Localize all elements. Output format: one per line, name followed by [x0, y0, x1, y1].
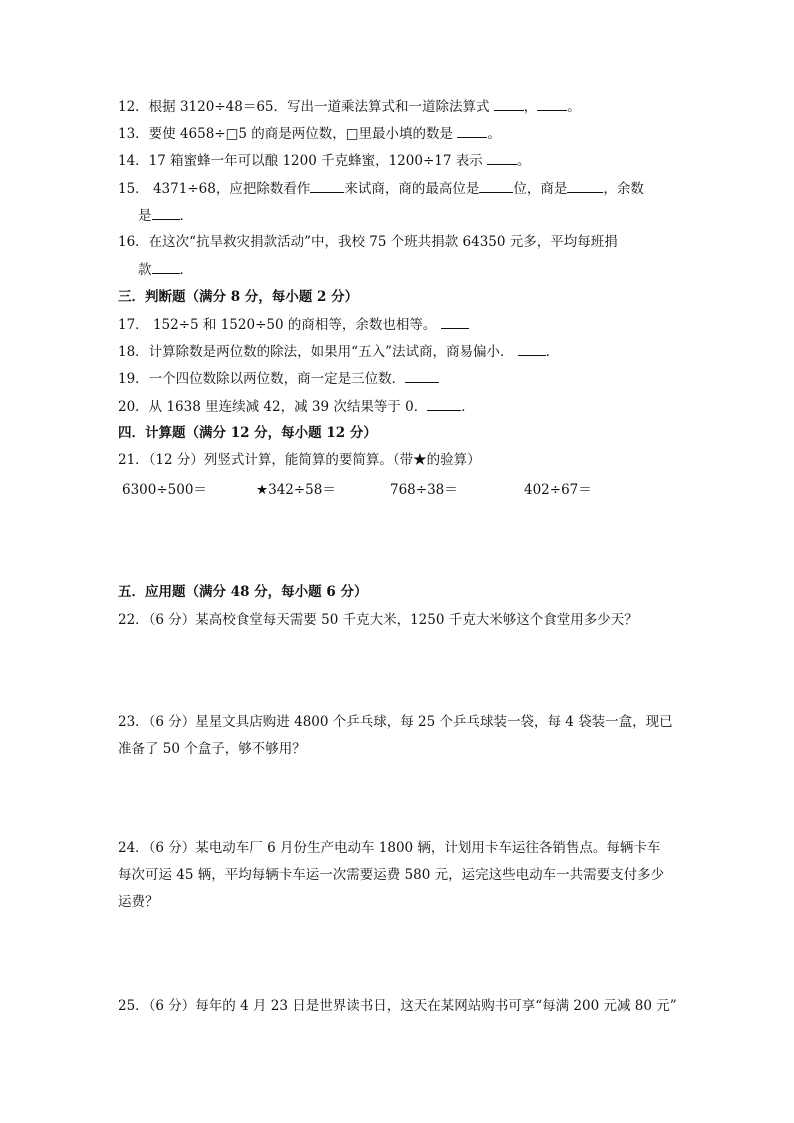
question-25: 25．（6 分）每年的 4 月 23 日是世界读书日，这天在某网站购书可享“每满 200 元减 80 元” [118, 998, 677, 1014]
question-16-cont: 款 ． [138, 259, 193, 280]
question-12: 12．根据 3120÷48＝65．写出一道乘法算式和一道除法算式 ， 。 [118, 96, 581, 117]
answer-blank[interactable] [405, 368, 439, 383]
question-23: 23．（6 分）星星文具店购进 4800 个乒乓球，每 25 个乒乓球装一袋，每 4 袋装一盒，现已 [118, 714, 673, 730]
answer-blank[interactable] [152, 205, 180, 220]
answer-blank[interactable] [487, 150, 517, 165]
question-19: 19．一个四位数除以两位数，商一定是三位数． [118, 368, 439, 389]
question-23-cont: 准备了 50 个盒子，够不够用？ [118, 741, 306, 757]
answer-blank[interactable] [518, 341, 546, 356]
question-14: 14．17 箱蜜蜂一年可以酿 1200 千克蜂蜜，1200÷17 表示 。 [118, 150, 531, 171]
answer-blank[interactable] [441, 314, 469, 329]
section-heading-application: 五．应用题（满分 48 分，每小题 6 分） [118, 584, 368, 600]
section-heading-calculation: 四．计算题（满分 12 分，每小题 12 分） [118, 425, 377, 441]
question-21: 21．（12 分）列竖式计算，能简算的要简算。（带★的验算） [118, 452, 481, 468]
question-15: 15． 4371÷68，应把除数看作 来试商，商的最高位是 位，商是 ，余数 [118, 178, 644, 199]
question-15-cont: 是 ． [138, 205, 193, 226]
answer-blank[interactable] [310, 178, 344, 193]
answer-blank[interactable] [494, 96, 524, 111]
answer-blank[interactable] [537, 96, 567, 111]
section-heading-judgement: 三．判断题（满分 8 分，每小题 2 分） [118, 289, 359, 305]
answer-blank[interactable] [427, 396, 461, 411]
question-24-cont: 运费？ [118, 894, 159, 910]
question-24: 24．（6 分）某电动车厂 6 月份生产电动车 1800 辆，计划用卡车运往各销售点。每辆卡车 [118, 840, 661, 856]
answer-blank[interactable] [479, 178, 513, 193]
answer-blank[interactable] [152, 259, 180, 274]
question-18: 18．计算除数是两位数的除法，如果用“五入”法试商，商易偏小． ． [118, 341, 559, 362]
calc-problem: 768÷38＝ [390, 482, 458, 498]
question-17: 17． 152÷5 和 1520÷50 的商相等，余数也相等。 [118, 314, 469, 335]
question-22: 22．（6 分）某高校食堂每天需要 50 千克大米，1250 千克大米够这个食堂用多少天？ [118, 612, 638, 628]
question-16: 16．在这次“抗旱救灾捐款活动”中，我校 75 个班共捐款 64350 元多，平均每班捐 [118, 234, 618, 250]
calc-problem: 402÷67＝ [524, 482, 592, 498]
question-24-cont: 每次可运 45 辆，平均每辆卡车运一次需要运费 580 元，运完这些电动车一共需要支付多少 [118, 867, 665, 883]
calc-problem: 6300÷500＝ [122, 482, 207, 498]
question-20: 20．从 1638 里连续减 42，减 39 次结果等于 0． ． [118, 396, 475, 417]
answer-blank[interactable] [457, 123, 487, 138]
answer-blank[interactable] [567, 178, 603, 193]
question-13: 13．要使 4658÷□5 的商是两位数，□里最小填的数是 。 [118, 123, 501, 144]
calc-problem: ★342÷58＝ [256, 482, 336, 498]
